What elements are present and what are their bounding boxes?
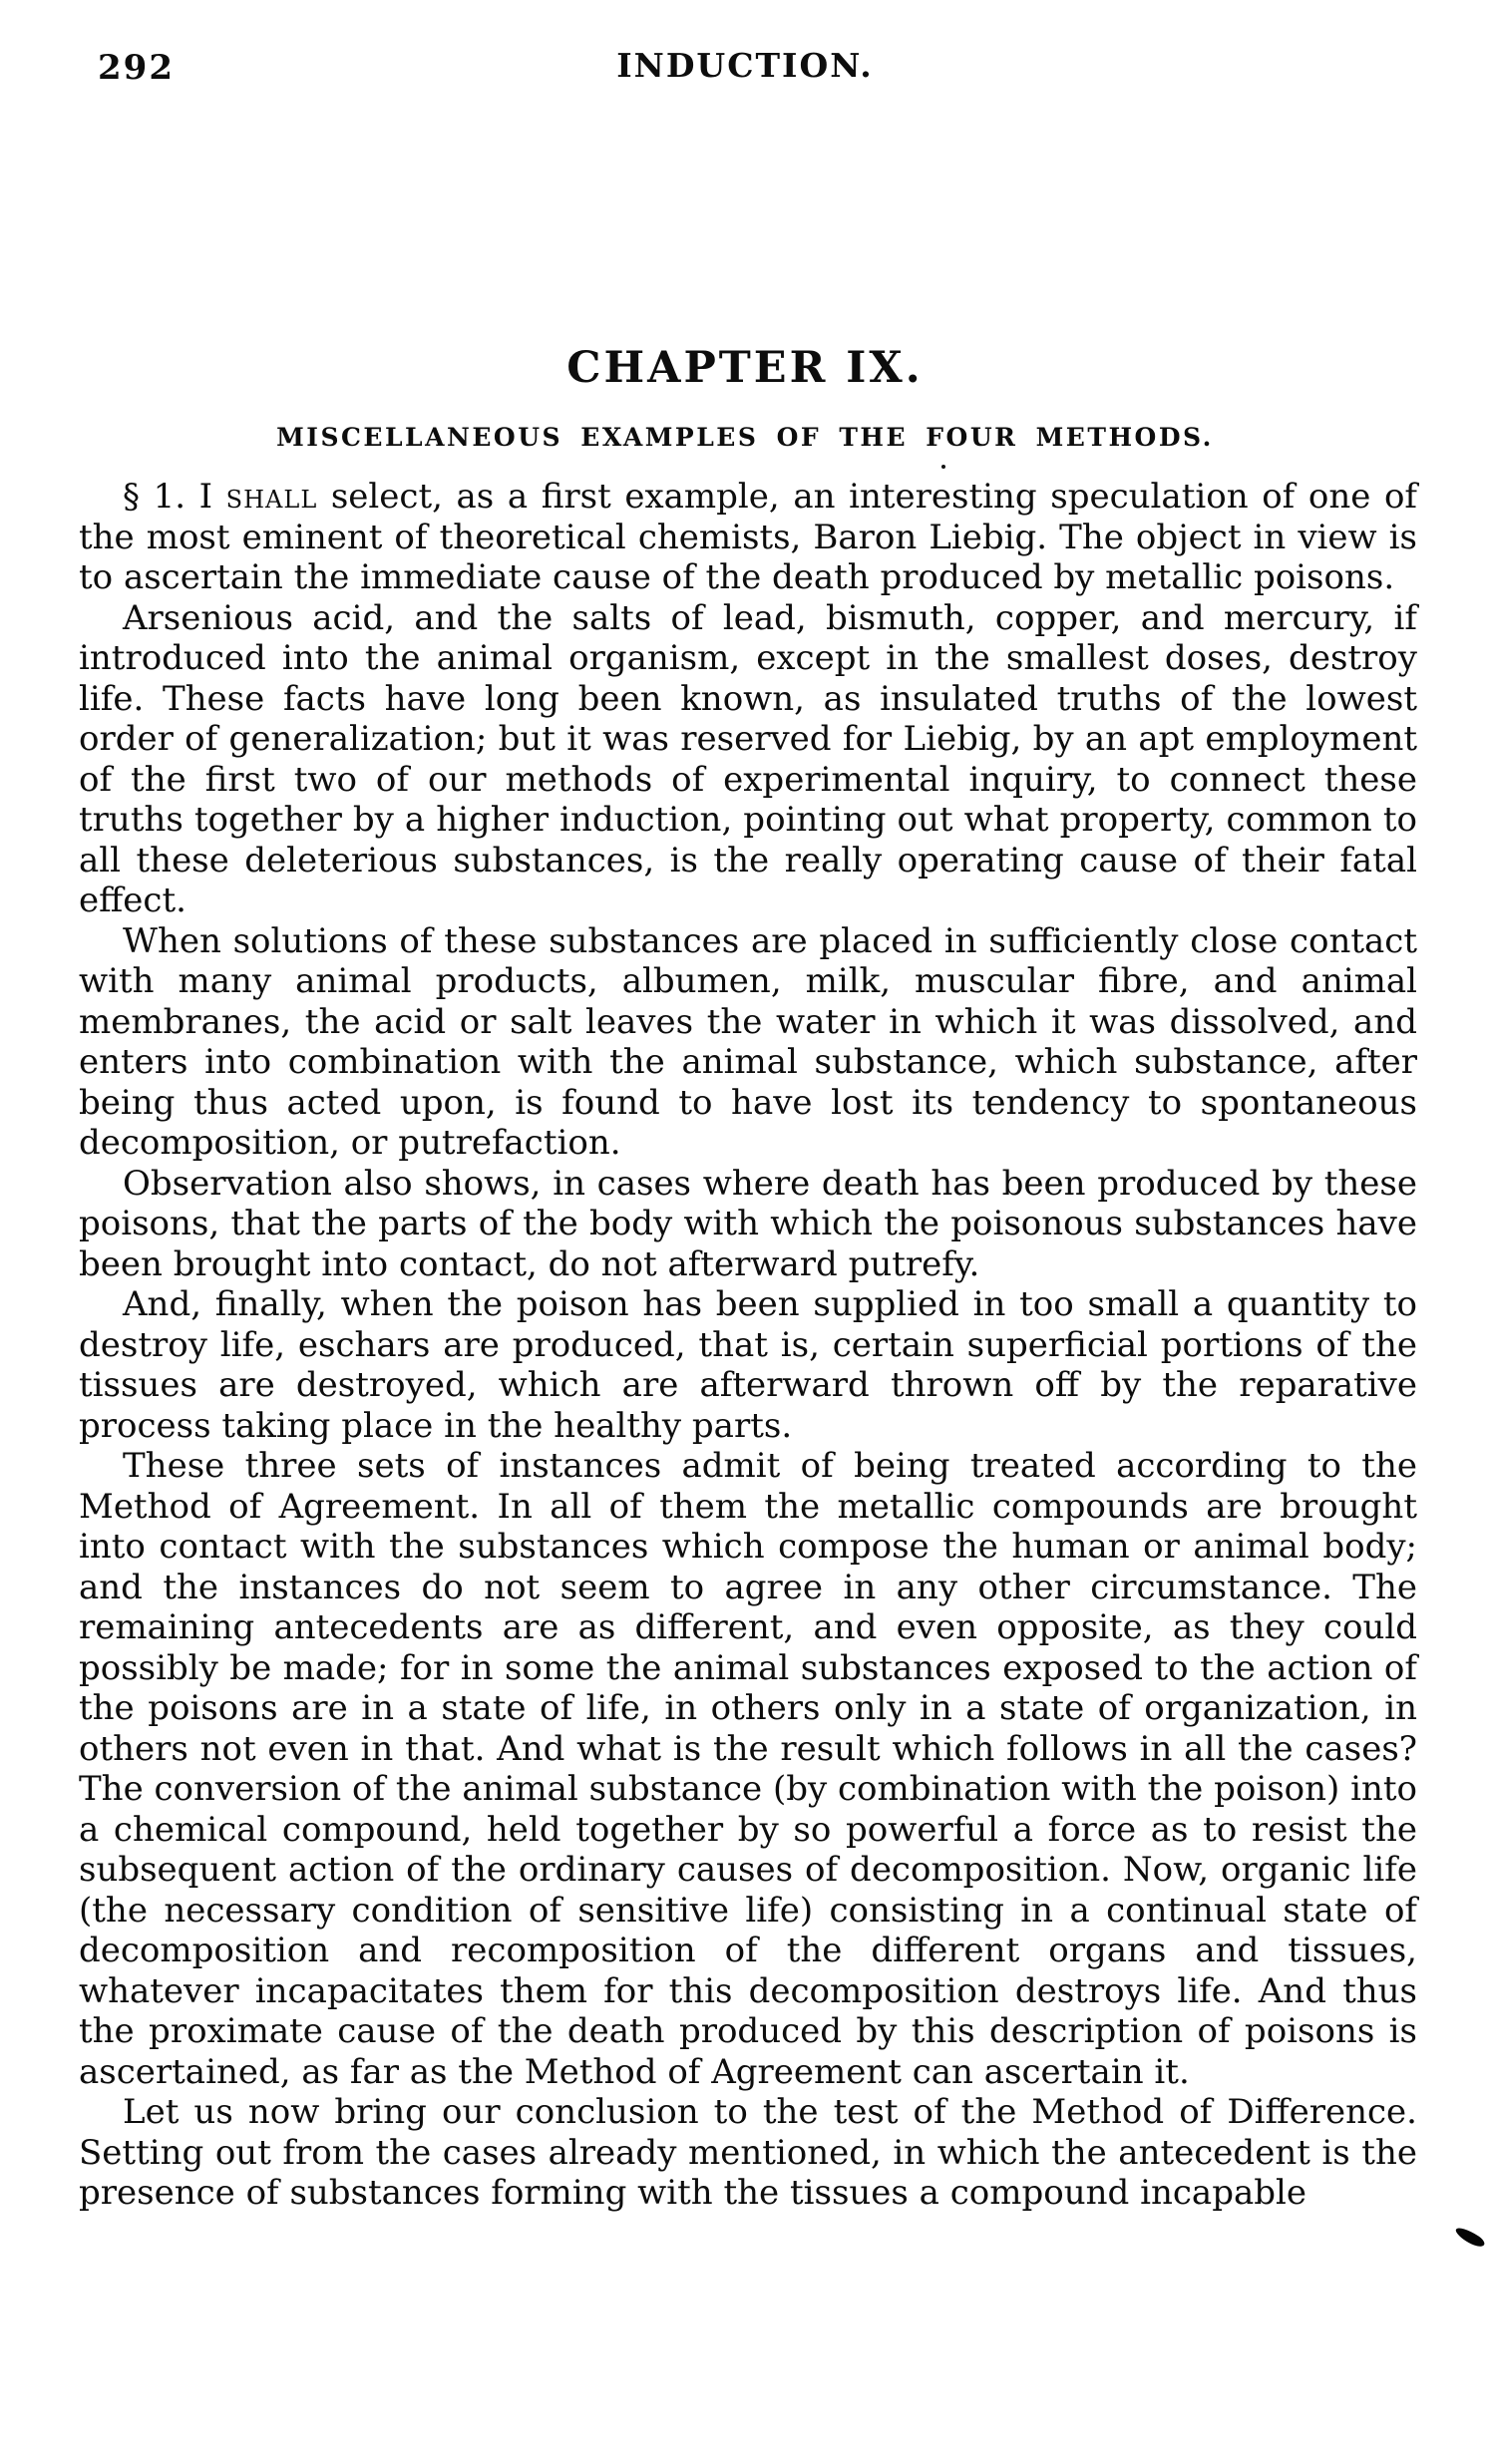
paragraph-opening-text: select, as a first example, an interesting speculation of one of the most eminent of theoretical chemists, Baron Liebig. The object in view is to ascertain the immediate cause of the death produced by metallic poisons.: [79, 477, 1417, 597]
chapter-heading: CHAPTER IX.: [566, 343, 924, 393]
page-body: [79, 477, 1417, 2214]
smallcaps-word: shall: [225, 477, 318, 517]
running-head: INDUCTION.: [616, 46, 874, 85]
page-header: [0, 46, 1490, 92]
ink-blemish: [1454, 2224, 1487, 2251]
paragraph-solutions: When solutions of these substances are placed in sufficiently close contact with many animal products, albumen, milk, muscular fibre, and animal membranes, the acid or salt leaves the water in which it was dissolved, and enters into combination with the animal substance, which substance, after being thus acted upon, is found to have lost its tendency to spontaneous decomposition, or putrefaction.: [79, 920, 1417, 1163]
ink-dot-artifact: [941, 465, 945, 469]
section-mark: § 1. I: [123, 477, 226, 517]
paragraph-observation: Observation also shows, in cases where death has been produced by these poisons, that the parts of the body with which the poisonous substances have been brought into contact, do not afterward putrefy.: [79, 1163, 1417, 1284]
chapter-subtitle: MISCELLANEOUS EXAMPLES OF THE FOUR METHODS.: [276, 423, 1214, 452]
paragraph-method-of-agreement: These three sets of instances admit of being treated according to the Method of Agreement. In all of them the metallic compounds are brought into contact with the substances which compose the human or animal body; and the instances do not seem to agree in any other circumstance. The remaining antecedents are as different, and even opposite, as they could possibly be made; for in some the animal substances exposed to the action of the poisons are in a state of life, in others only in a state of organization, in others not even in that. And what is the result which follows in all the cases? The conversion of the animal substance (by combination with the poison) into a chemical compound, held together by so powerful a force as to resist the subsequent action of the ordinary causes of decomposition. Now, organic life (the necessary condition of sensitive life) consisting in a continual state of decomposition and recomposition of the different organs and tissues, whatever incapacitates them for this decomposition destroys life. And thus the proximate cause of the death produced by this description of poisons is ascertained, as far as the Method of Agreement can ascertain it.: [79, 1446, 1417, 2092]
paragraph-opening: [79, 477, 1417, 598]
page-number: 292: [98, 48, 175, 88]
paragraph-eschars: And, finally, when the poison has been supplied in too small a quantity to destroy life, eschars are produced, that is, certain superficial portions of the tissues are destroyed, which are afterward thrown off by the reparative process taking place in the healthy parts.: [79, 1284, 1417, 1446]
paragraph-arsenious-acid: Arsenious acid, and the salts of lead, bismuth, copper, and mercury, if introduced into the animal organism, except in the smallest doses, destroy life. These facts have long been known, as insulated truths of the lowest order of generalization; but it was reserved for Liebig, by an apt employment of the first two of our methods of experimental inquiry, to connect these truths together by a higher induction, pointing out what property, common to all these deleterious substances, is the really operating cause of their fatal effect.: [79, 597, 1417, 920]
paragraph-method-of-difference: Let us now bring our conclusion to the test of the Method of Difference. Setting out from the cases already mentioned, in which the antecedent is the presence of substances forming with the tissues a compound incapable: [79, 2092, 1417, 2213]
